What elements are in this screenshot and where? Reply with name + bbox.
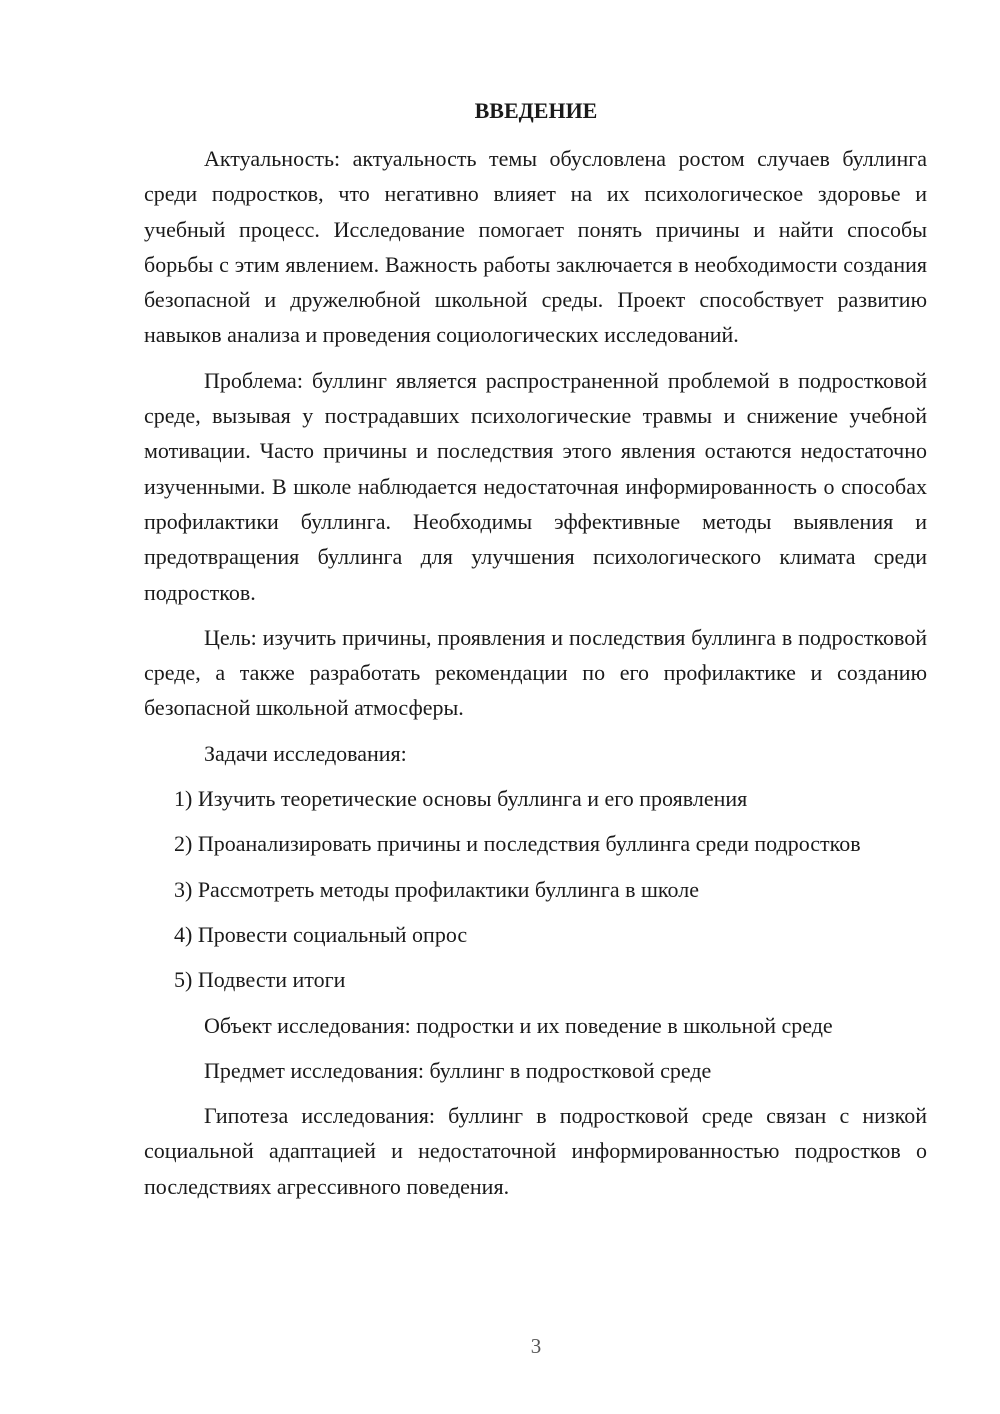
page-number: 3 <box>530 1334 542 1358</box>
task-item-1: 1) Изучить теоретические основы буллинга и его проявления <box>174 786 748 812</box>
tasks-heading: Задачи исследования: <box>204 740 407 766</box>
problem-paragraph: Проблема: буллинг является распространенной проблемой в подростковой среде, вызывая у пострадавших психологические травмы и снижение учебной мотивации. Часто причины и последствия этого явления остаются недостаточно изученными. В школе наблюдается недостаточная информированность о способах профилактики буллинга. Необходимы эффективные методы выявления и предотвращения буллинга для улучшения психологического климата среди подростков. <box>144 367 927 605</box>
page-body <box>144 141 927 1214</box>
page-title: ВВЕДЕНИЕ <box>474 98 598 123</box>
subject-paragraph: Предмет исследования: буллинг в подростковой среде <box>204 1057 712 1083</box>
hypothesis-paragraph: Гипотеза исследования: буллинг в подростковой среде связан с низкой социальной адаптацией и недостаточной информированностью подростков о последствиях агрессивного поведения. <box>144 1103 927 1199</box>
task-item-5: 5) Подвести итоги <box>174 967 346 993</box>
task-item-4: 4) Провести социальный опрос <box>174 921 468 947</box>
object-paragraph: Объект исследования: подростки и их поведение в школьной среде <box>204 1012 833 1038</box>
task-item-3: 3) Рассмотреть методы профилактики буллинга в школе <box>174 876 699 902</box>
relevance-paragraph: Актуальность: актуальность темы обусловлена ростом случаев буллинга среди подростков, что негативно влияет на их психологическое здоровье и учебный процесс. Исследование помогает понять причины и найти способы борьбы с этим явлением. Важность работы заключается в необходимости создания безопасной и дружелюбной школьной среды. Проект способствует развитию навыков анализа и проведения социологических исследований. <box>144 146 927 348</box>
goal-paragraph: Цель: изучить причины, проявления и последствия буллинга в подростковой среде, а также разработать рекомендации по его профилактике и созданию безопасной школьной атмосферы. <box>144 624 927 721</box>
task-item-2: 2) Проанализировать причины и последствия буллинга среди подростков <box>174 831 861 857</box>
